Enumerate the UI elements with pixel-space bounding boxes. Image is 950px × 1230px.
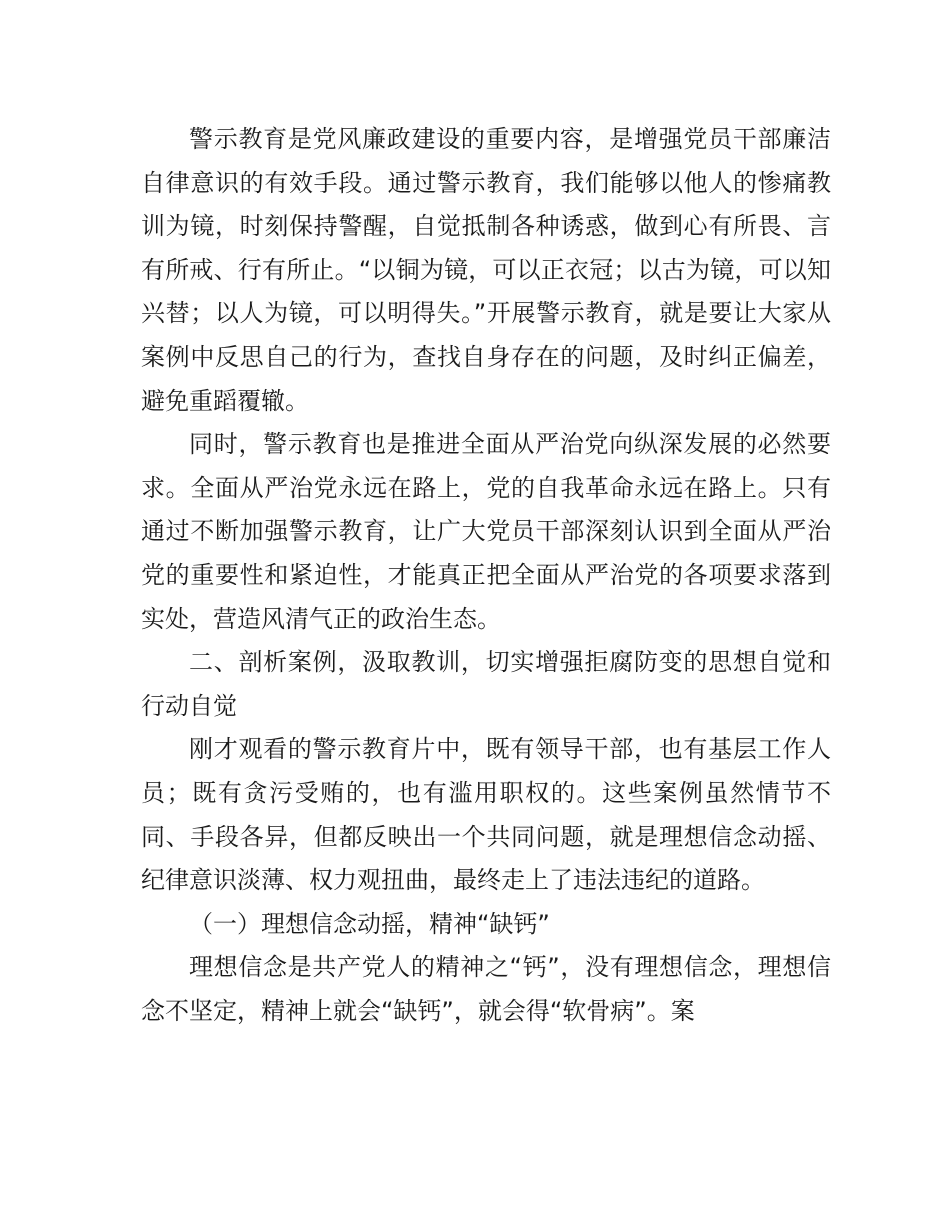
- paragraph-strict-governance: 同时，警示教育也是推进全面从严治党向纵深发展的必然要求。全面从严治党永远在路上，党的自我革命永远在路上。只有通过不断加强警示教育，让广大党员干部深刻认识到全面从严治党的重要性和紧迫性，才能真正把全面从严治党的各项要求落到实处，营造风清气正的政治生态。: [141, 430, 831, 633]
- document-body: [141, 118, 831, 1033]
- section-heading-analyze-cases: 二、剖析案例，汲取教训，切实增强拒腐防变的思想自觉和行动自觉: [141, 648, 831, 720]
- paragraph-warning-education-importance: 警示教育是党风廉政建设的重要内容，是增强党员干部廉洁自律意识的有效手段。通过警示教育，我们能够以他人的惨痛教训为镜，时刻保持警醒，自觉抵制各种诱惑，做到心有所畏、言有所戒、行有所止。“以铜为镜，可以正衣冠；以古为镜，可以知兴替；以人为镜，可以明得失。”开展警示教育，就是要让大家从案例中反思自己的行为，查找自身存在的问题，及时纠正偏差，避免重蹈覆辙。: [141, 125, 831, 415]
- subsection-heading-ideals-wavering: （一）理想信念动摇，精神“缺钙”: [189, 909, 550, 938]
- paragraph-case-overview: 刚才观看的警示教育片中，既有领导干部，也有基层工作人员；既有贪污受贿的，也有滥用职权的。这些案例虽然情节不同、手段各异，但都反映出一个共同问题，就是理想信念动摇、纪律意识淡薄、权力观扭曲，最终走上了违法违纪的道路。: [141, 735, 831, 895]
- paragraph-ideals-calcium: 理想信念是共产党人的精神之“钙”，没有理想信念，理想信念不坚定，精神上就会“缺钙”，就会得“软骨病”。案: [141, 953, 831, 1025]
